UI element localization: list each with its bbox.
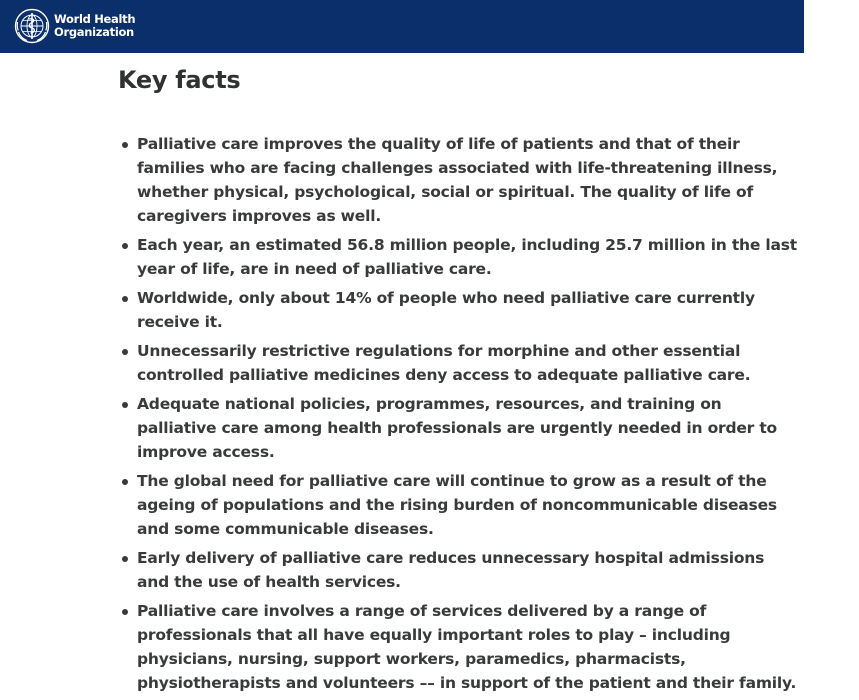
bullet-icon [122, 349, 128, 355]
bullet-icon [122, 609, 128, 615]
list-item [118, 599, 798, 695]
logo-line-2: Organization [54, 25, 134, 39]
bullet-icon [122, 296, 128, 302]
key-facts-section [118, 62, 798, 700]
list-item [118, 546, 798, 594]
who-logo-link[interactable] [14, 8, 135, 44]
list-item [118, 233, 798, 281]
logo-text [54, 13, 135, 39]
site-header [0, 0, 804, 53]
list-item [118, 286, 798, 334]
logo-line-1: World Health [54, 12, 136, 26]
fact-text: The global need for palliative care will continue to grow as a result of the ageing of populations and the rising burden of noncommunicable diseases and some communicable diseases. [137, 472, 777, 538]
fact-text: Palliative care improves the quality of life of patients and that of their families who are facing challenges associated with life-threatening illness, whether physical, psychological, social or spiritual. The quality of life of caregivers improves as well. [137, 135, 778, 225]
fact-text: Each year, an estimated 56.8 million people, including 25.7 million in the last year of life, are in need of palliative care. [137, 236, 797, 278]
list-item [118, 469, 798, 541]
fact-text: Adequate national policies, programmes, resources, and training on palliative care among health professionals are urgently needed in order to improve access. [137, 395, 777, 461]
list-item [118, 132, 798, 228]
bullet-icon [122, 402, 128, 408]
bullet-icon [122, 479, 128, 485]
fact-text: Palliative care involves a range of services delivered by a range of professionals that all have equally important roles to play – including physicians, nursing, support workers, paramedics, pharmacists, physiotherapists and volunteers –– in support of the patient and their family. [137, 602, 797, 692]
bullet-icon [122, 556, 128, 562]
fact-text: Unnecessarily restrictive regulations for morphine and other essential controlled palliative medicines deny access to adequate palliative care. [137, 342, 751, 384]
list-item [118, 392, 798, 464]
fact-text: Worldwide, only about 14% of people who need palliative care currently receive it. [137, 289, 755, 331]
fact-text: Early delivery of palliative care reduces unnecessary hospital admissions and the use of health services. [137, 549, 765, 591]
bullet-icon [122, 142, 128, 148]
key-facts-list [118, 132, 798, 695]
who-emblem-icon [14, 8, 50, 44]
bullet-icon [122, 243, 128, 249]
list-item [118, 339, 798, 387]
section-title: Key facts [118, 66, 241, 94]
